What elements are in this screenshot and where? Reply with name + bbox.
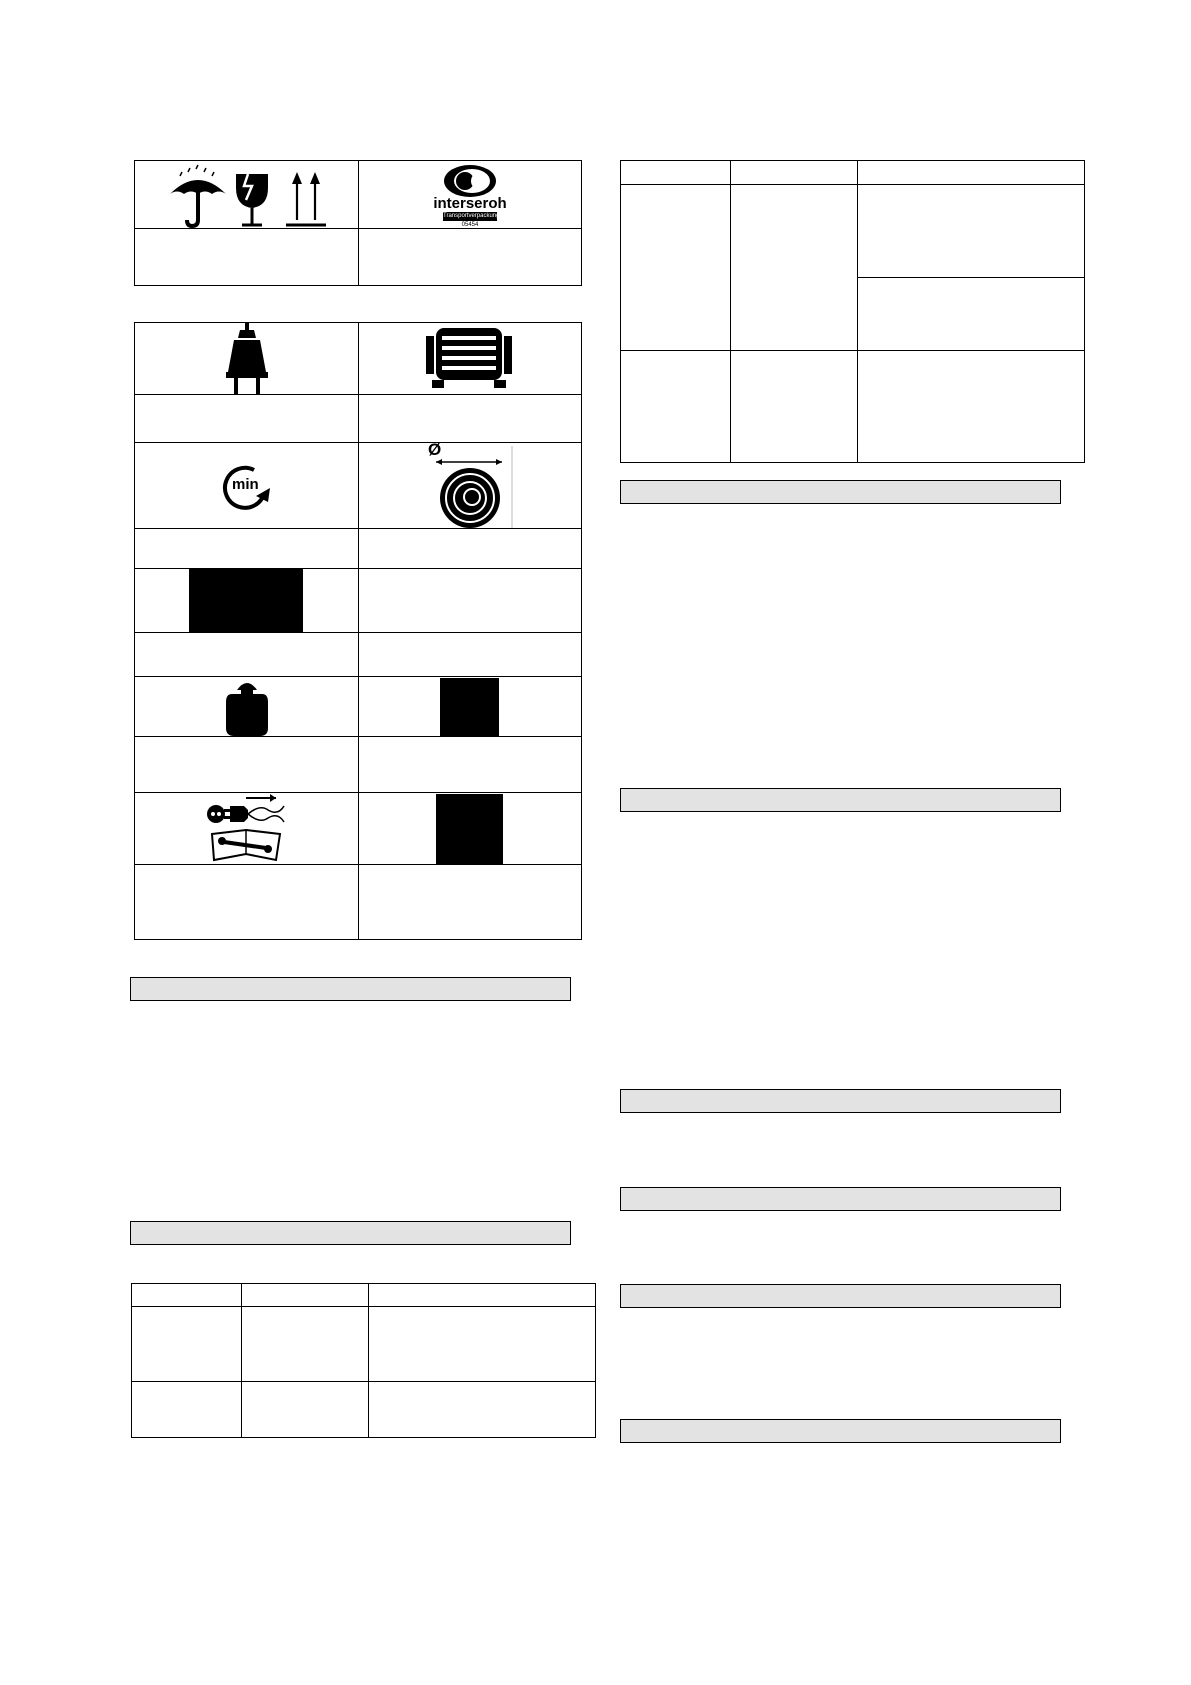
table-divider <box>857 160 858 463</box>
table-divider <box>134 528 582 529</box>
fragile-glass-icon <box>234 172 270 228</box>
section-header <box>620 480 1061 504</box>
table-divider <box>131 1306 596 1307</box>
table-divider <box>134 442 582 443</box>
table-divider <box>241 1283 242 1438</box>
interseroh-logo-icon <box>442 163 498 199</box>
rotation-label: min <box>232 476 259 493</box>
section-header <box>620 1419 1061 1443</box>
table-divider <box>358 322 359 940</box>
weight-icon <box>224 678 270 736</box>
data-table-right <box>620 160 1085 463</box>
table-divider <box>134 676 582 677</box>
section-header <box>620 1089 1061 1113</box>
log-diameter-icon <box>432 446 514 528</box>
table-divider <box>620 184 1085 185</box>
redacted-image <box>440 678 499 736</box>
table-divider <box>620 350 1085 351</box>
table-divider <box>131 1381 596 1382</box>
section-header <box>620 788 1061 812</box>
motor-icon <box>426 328 512 388</box>
table-divider <box>857 277 1085 278</box>
logo-tagline: Transportverpackung <box>443 213 500 219</box>
logo-brand: interseroh <box>433 195 507 212</box>
redacted-image <box>436 794 503 864</box>
table-divider <box>368 1283 369 1438</box>
table-divider <box>134 632 582 633</box>
table-divider <box>134 736 582 737</box>
logo-number: 05454 <box>461 222 479 228</box>
plug-icon <box>222 322 272 394</box>
table-divider <box>730 160 731 463</box>
diameter-symbol: Ø <box>428 440 442 459</box>
redacted-image <box>189 568 303 632</box>
disconnect-plug-manual-icon <box>206 794 286 862</box>
section-header <box>130 1221 571 1245</box>
section-header <box>620 1284 1061 1308</box>
table-divider <box>358 160 359 286</box>
table-divider <box>134 792 582 793</box>
section-header <box>130 977 571 1001</box>
this-way-up-icon <box>284 170 328 228</box>
section-header <box>620 1187 1061 1211</box>
table-divider <box>134 394 582 395</box>
table-divider <box>134 864 582 865</box>
umbrella-rain-icon <box>168 162 228 228</box>
